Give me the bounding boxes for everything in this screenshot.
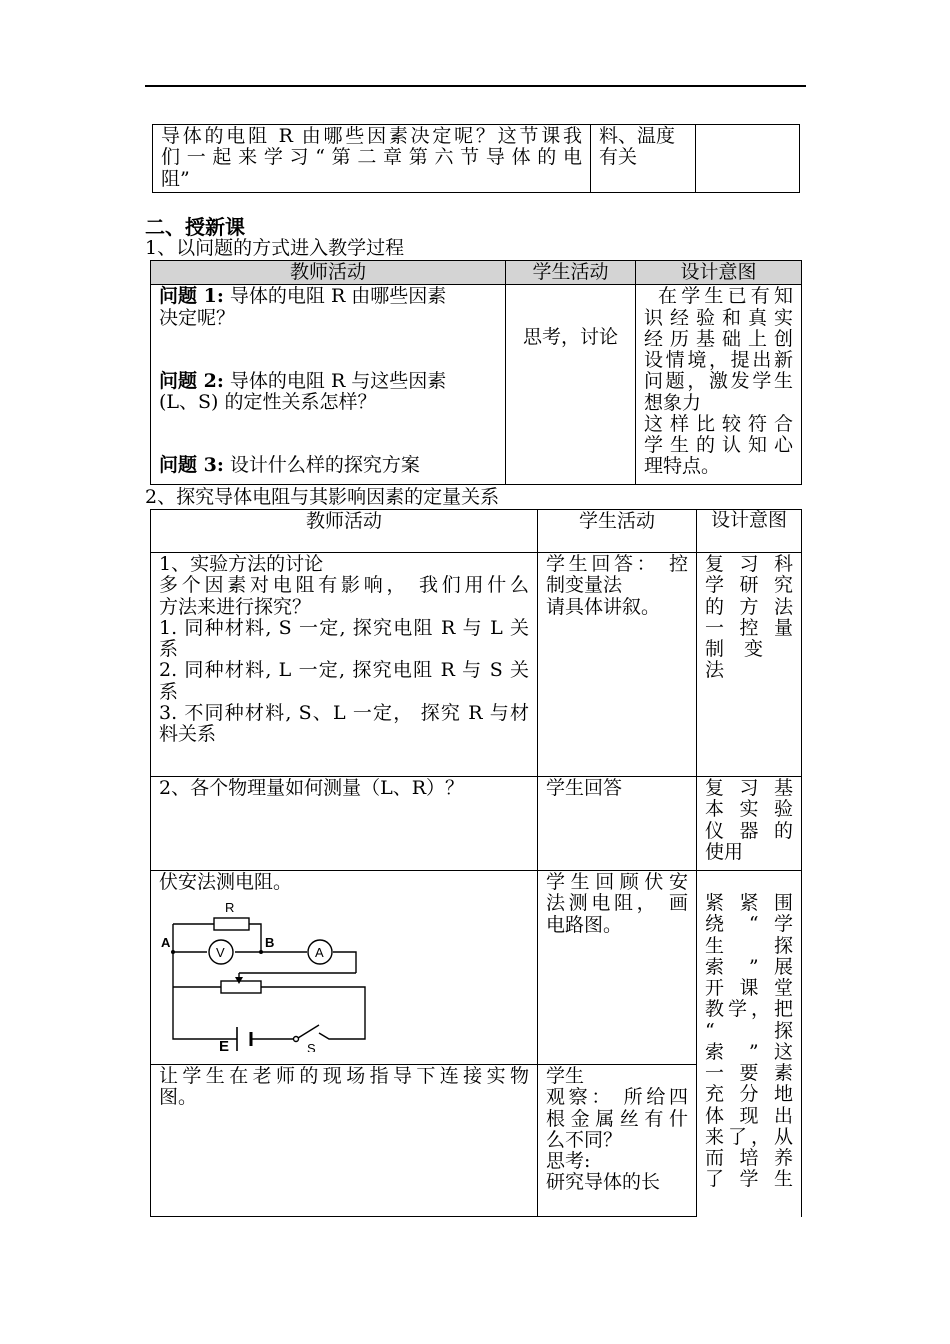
text-line: 导体的电阻 R 由哪些因素决定呢？这节课我 <box>161 125 582 147</box>
text-line: 方法来进行探究？ <box>159 595 312 618</box>
text-line: 绕 “ 学 <box>705 913 793 936</box>
circuit-diagram <box>159 897 379 1052</box>
text-line: 法测电阻， 画 <box>546 892 688 915</box>
section-title: 二、授新课 <box>145 215 245 239</box>
design-intent-cell <box>636 285 802 485</box>
col-header-teacher: 教师活动 <box>151 510 538 553</box>
text-line: 识经验和真实 <box>644 306 793 329</box>
question-2-text: 导体的电阻 R 与这些因素 <box>223 369 447 392</box>
text-line: 2、各个物理量如何测量（L、R）？ <box>159 777 465 799</box>
text-line: 图。 <box>159 1086 198 1109</box>
text-line: 设情境，提出新 <box>644 349 793 372</box>
text-line: 2. 同种材料, L 一定, 探究电阻 R 与 S 关 <box>159 659 529 682</box>
top-table-design-cell <box>696 125 800 193</box>
text-line: 根金属丝有什 <box>546 1107 688 1130</box>
measurement-student-cell <box>538 777 697 871</box>
text-line: 系 <box>159 680 179 703</box>
col-header-student: 学生活动 <box>538 510 697 553</box>
top-table <box>152 124 800 193</box>
text-line: 一 要 素 <box>705 1062 793 1085</box>
teacher-questions-cell <box>151 285 506 485</box>
measurement-cell <box>151 777 538 871</box>
text-line: 学生回答： 控 <box>546 553 688 575</box>
text-line: 紧 紧 围 <box>705 892 793 914</box>
question-2-cont: (L、S) 的定性关系怎样？ <box>159 391 377 414</box>
col-header-design: 设计意图 <box>697 510 802 553</box>
text-line: 经历基础上创 <box>644 327 793 350</box>
text-line: 索 ” 这 <box>705 1040 793 1063</box>
method-student-cell <box>538 553 697 777</box>
text-line: 来了，从 <box>705 1125 793 1148</box>
text-line: 开 课 堂 <box>705 977 793 1000</box>
text-line: 索 ” 展 <box>705 955 793 978</box>
text-line: 学生回顾伏安 <box>546 871 688 893</box>
text-line: 教学，把 <box>705 998 793 1021</box>
measurement-design-cell <box>697 777 802 871</box>
resistor-label: R <box>225 900 235 916</box>
text-line: 生 探 <box>705 934 793 957</box>
teaching-table-1 <box>150 260 802 485</box>
voltammetry-student-cell <box>538 871 697 1065</box>
voltmeter-label: V <box>216 945 225 961</box>
text-line: 本 实 验 <box>705 798 793 821</box>
teaching-table-2 <box>150 509 802 1217</box>
text-line: 料、温度 <box>599 125 676 147</box>
question-3-label: 问题 3: <box>159 454 224 477</box>
question-2-label: 问题 2: <box>159 369 224 392</box>
text-line: 伏安法测电阻。 <box>159 871 293 893</box>
text-line: 了 学 生 <box>705 1168 793 1191</box>
col-header-design: 设计意图 <box>636 261 802 285</box>
text-line: 3. 不同种材料, S、L 一定， 探究 R 与材 <box>159 701 529 724</box>
col-header-teacher: 教师活动 <box>151 261 506 285</box>
text-line: “ 探 <box>705 1019 793 1042</box>
text-line: 而 培 养 <box>705 1147 793 1170</box>
text-line: 复 习 基 <box>705 777 793 799</box>
top-table-student-cell <box>591 125 696 193</box>
student-activity-cell <box>506 285 636 485</box>
text-line: 阻” <box>161 167 190 190</box>
wiring-cell <box>151 1065 538 1217</box>
text-line: 思考: <box>546 1150 591 1173</box>
part1-title: 1、以问题的方式进入教学过程 <box>145 237 405 259</box>
text-line: 的 方 法 <box>705 595 793 618</box>
question-1-cont: 决定呢？ <box>159 306 236 329</box>
text-line: 么不同？ <box>546 1128 623 1151</box>
text-line: 学 研 究 <box>705 574 793 597</box>
text-line: 仪 器 的 <box>705 819 793 842</box>
question-1-label: 问题 1: <box>159 285 224 308</box>
text-line: 电路图。 <box>546 913 623 936</box>
student-activity: 思考，讨论 <box>522 326 618 349</box>
header-rule <box>145 85 806 87</box>
text-line: 问题，激发学生 <box>644 370 793 393</box>
text-line: 这样比较符合 <box>644 412 793 435</box>
text-line: 研究导体的长 <box>546 1171 661 1194</box>
text-line: 学生的认知心 <box>644 434 793 457</box>
text-line: 在学生已有知 <box>658 285 793 308</box>
switch-label: S <box>307 1041 316 1053</box>
text-line: 复 习 科 <box>705 553 793 575</box>
text-line: 体现出 <box>705 1104 793 1127</box>
text-line: 法 <box>705 659 725 682</box>
method-discussion-cell <box>151 553 538 777</box>
text-line: 充分地 <box>705 1083 793 1106</box>
text-line: 让学生在老师的现场指导下连接实物 <box>159 1065 529 1087</box>
text-line: 想象力 <box>644 391 702 414</box>
text-line: 使用 <box>705 840 744 863</box>
voltammetry-cell <box>151 871 538 1065</box>
text-line: 1、实验方法的讨论 <box>159 553 324 575</box>
text-line: 学生 <box>546 1065 585 1087</box>
text-line: 多个因素对电阻有影响， 我们用什么 <box>159 574 529 597</box>
top-table-teacher-cell <box>153 125 591 193</box>
question-3-text: 设计什么样的探究方案 <box>223 454 420 477</box>
text-line: 1. 同种材料, S 一定, 探究电阻 R 与 L 关 <box>159 616 529 639</box>
text-line: 料关系 <box>159 723 217 746</box>
node-b-label: B <box>265 935 275 951</box>
text-line: 制变量法 <box>546 574 623 597</box>
col-header-student: 学生活动 <box>506 261 636 285</box>
text-line: 系 <box>159 638 179 661</box>
wiring-student-cell <box>538 1065 697 1217</box>
method-design-cell <box>697 553 802 777</box>
text-line: 理特点。 <box>644 455 721 478</box>
part2-title: 2、探究导体电阻与其影响因素的定量关系 <box>145 486 500 508</box>
ammeter-label: A <box>315 945 324 961</box>
inquiry-design-cell <box>697 871 802 1217</box>
battery-label: E <box>219 1038 230 1053</box>
text-line: 们一起来学习“第二章第六节导体的电 <box>161 146 582 169</box>
text-line: 观察： 所给四 <box>546 1086 688 1109</box>
text-line: 学生回答 <box>546 777 623 799</box>
text-line: 制 变 <box>705 638 763 661</box>
text-line: 有关 <box>599 146 638 169</box>
text-line: 一 控 量 <box>705 616 793 639</box>
question-1-text: 导体的电阻 R 由哪些因素 <box>223 285 447 308</box>
text-line: 请具体讲叙。 <box>546 595 661 618</box>
node-a-label: A <box>161 935 171 951</box>
